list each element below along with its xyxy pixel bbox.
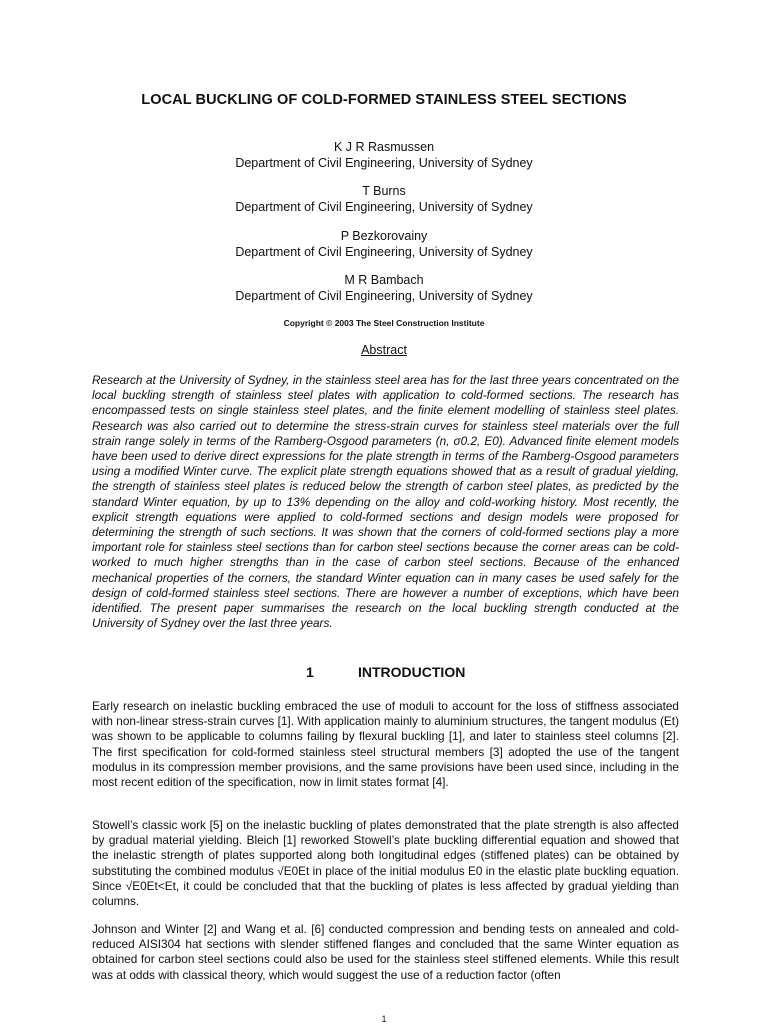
author-block — [0, 139, 768, 171]
author-affiliation: Department of Civil Engineering, University of Sydney — [235, 156, 533, 170]
author-name: P Bezkorovainy — [340, 229, 428, 243]
section-title: INTRODUCTION — [358, 664, 466, 680]
paper-title: LOCAL BUCKLING OF COLD-FORMED STAINLESS STEEL SECTIONS — [141, 92, 627, 108]
author-affiliation: Department of Civil Engineering, University of Sydney — [235, 289, 533, 303]
author-name: K J R Rasmussen — [333, 140, 435, 154]
author-affiliation: Department of Civil Engineering, University of Sydney — [235, 200, 533, 214]
author-affiliation: Department of Civil Engineering, University of Sydney — [235, 245, 533, 259]
author-name: T Burns — [362, 184, 406, 198]
page-number: 1 — [381, 1014, 387, 1024]
author-name: M R Bambach — [344, 273, 424, 287]
body-paragraph: Early research on inelastic buckling embraced the use of moduli to account for the loss of stiffness associated with non-linear stress-strain curves [1]. With application mainly to aluminium structures, the tangent modulus (Et) was shown to be applicable to columns failing by flexural buckling [1], and later to stainless steel columns [2]. The first specification for cold-formed stainless steel structural members [3] adopted the use of the tangent modulus in its compression member provisions, and the same provisions have been used since, including in the most recent edition of the specification, now in limit states format [4]. — [92, 699, 679, 790]
author-block — [0, 183, 768, 215]
copyright-notice: Copyright © 2003 The Steel Construction Institute — [283, 318, 485, 328]
section-heading — [306, 664, 465, 680]
author-block — [0, 228, 768, 260]
abstract-heading: Abstract — [361, 343, 407, 357]
abstract-text: Research at the University of Sydney, in the stainless steel area has for the last three years concentrated on the local buckling strength of stainless steel plates with application to cold-formed sections. The research has encompassed tests on single stainless steel plates, and the finite element modelling of stainless steel plates. Research was also carried out to determine the stress-strain curves for stainless steel materials over the full strain range solely in terms of the Ramberg-Osgood parameters (n, σ0.2, E0). Advanced finite element models have been used to derive direct expressions for the plate strength in terms of the Ramberg-Osgood parameters using a modified Winter curve. The explicit plate strength equations showed that as a result of gradual yielding, the strength of stainless steel plates is reduced below the strength of carbon steel plates, as predicted by the standard Winter equation, by up to 13% depending on the alloy and cold-working history. Most recently, the explicit strength equations were applied to cold-formed sections and design models were proposed for determining the strength of such sections. It was shown that the corners of cold-formed sections play a more important role for stainless steel sections than for carbon steel sections because the corner areas can be cold-worked to much higher strengths than in the case of carbon steel sections. Because of the enhanced mechanical properties of the corners, the standard Winter equation can in many cases be used safely for the design of cold-formed stainless steel sections. There are however a number of exceptions, which have been identified. The present paper summarises the research on the local buckling strength conducted at the University of Sydney over the last three years. — [92, 373, 679, 631]
body-paragraph: Johnson and Winter [2] and Wang et al. [6] conducted compression and bending tests on annealed and cold-reduced AISI304 hat sections with slender stiffened flanges and concluded that the same Winter equation as obtained for carbon steel sections could also be used for the stainless steel stiffened elements. While this result was at odds with classical theory, which would suggest the use of a reduction factor (often — [92, 922, 679, 982]
body-paragraph: Stowell’s classic work [5] on the inelastic buckling of plates demonstrated that the plate strength is also affected by gradual material yielding. Bleich [1] reworked Stowell’s plate buckling differential equation and showed that the inelastic strength of plates supported along both longitudinal edges (stiffened plates) can be obtained by substituting the combined modulus √E0Et in place of the initial modulus E0 in the elastic plate buckling equation. Since √E0Et<Et, it could be concluded that that the buckling of plates is less affected by gradual yielding than columns. — [92, 818, 679, 909]
section-number: 1 — [306, 664, 314, 680]
author-block — [0, 272, 768, 304]
